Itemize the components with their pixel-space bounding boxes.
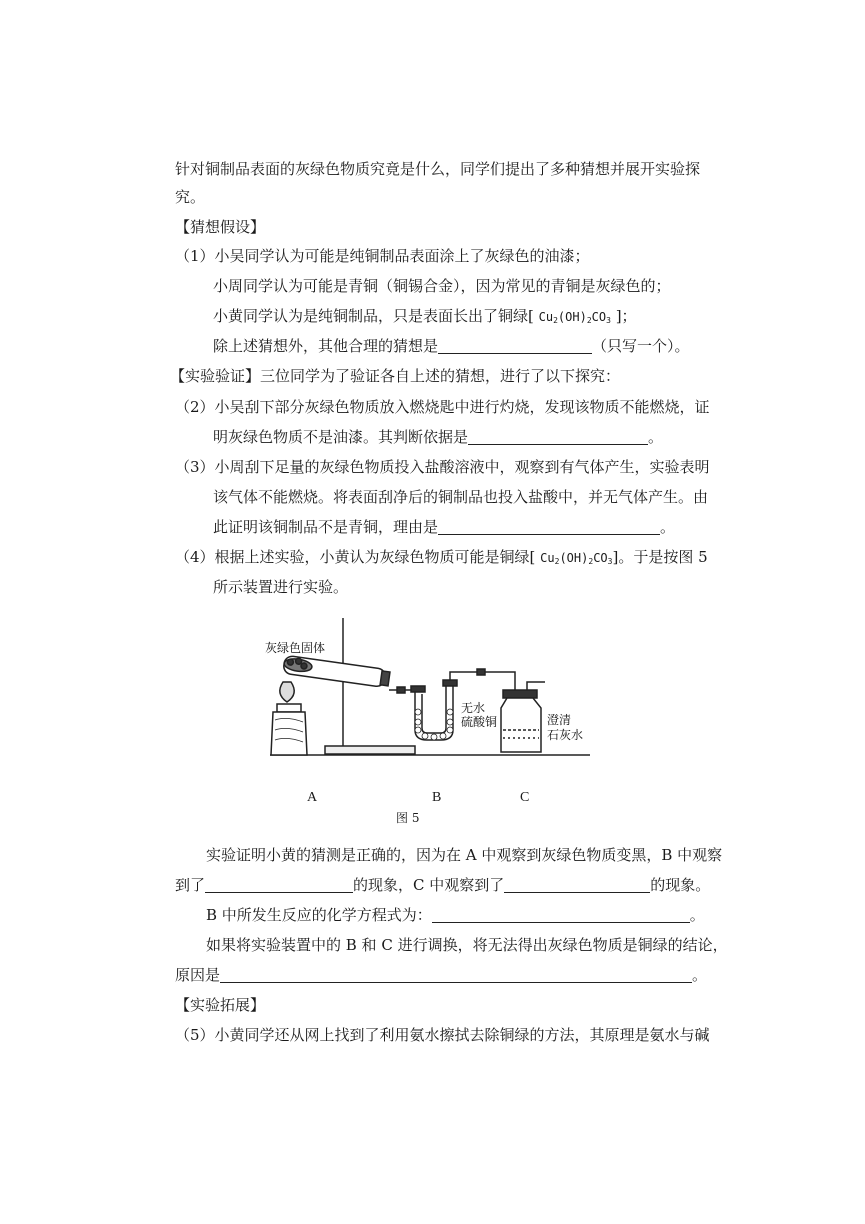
section-verify: 【实验验证】三位同学为了验证各自上述的猜想，进行了以下探究： <box>170 367 621 385</box>
q1-line-3: 小黄同学认为是纯铜制品，只是表面长出了铜绿[ $Cu_2(OH)_2CO_3$ ]； <box>213 307 637 325</box>
answer-blank-c-phenomenon[interactable] <box>504 877 650 893</box>
conclusion-line-3: B 中所发生反应的化学方程式为： 。 <box>206 906 705 924</box>
intro-line-1: 针对铜制品表面的灰绿色物质究竟是什么，同学们提出了多种猜想并展开实验探 <box>175 160 701 178</box>
q2-line-2: 明灰绿色物质不是油漆。其判断依据是 。 <box>213 428 664 446</box>
label-lime-1: 澄清 <box>547 713 572 727</box>
q3-line-2: 该气体不能燃烧。将表面刮净后的铜制品也投入盐酸中，并无气体产生。由 <box>213 488 709 506</box>
answer-blank-equation[interactable] <box>432 907 690 923</box>
intro-line-2: 究。 <box>175 188 206 206</box>
label-cuso4-2: 硫酸铜 <box>461 715 498 729</box>
section-extend: 【实验拓展】 <box>175 996 266 1014</box>
q1-line-3-text: 小黄同学认为是纯铜制品，只是表面长出了铜绿[ <box>213 307 539 325</box>
label-cuso4-1: 无水 <box>461 701 486 715</box>
conclusion-line-4: 如果将实验装置中的 B 和 C 进行调换，将无法得出灰绿色物质是铜绿的结论， <box>206 936 728 954</box>
label-solid: 灰绿色固体 <box>265 641 326 655</box>
figure-caption: 图 5 <box>396 811 420 825</box>
malachite-formula-2: $Cu_2(OH)_2CO_3$ <box>540 551 613 566</box>
figure-label-a: A <box>307 790 318 805</box>
q3-line-1: （3）小周刮下足量的灰绿色物质投入盐酸溶液中，观察到有气体产生，实验表明 <box>175 458 710 476</box>
conclusion-line-2: 到了 的现象，C 中观察到了 的现象。 <box>175 876 711 894</box>
figure-label-c: C <box>520 790 530 805</box>
q3-line-3: 此证明该铜制品不是青铜，理由是 。 <box>213 518 676 536</box>
answer-blank-q3[interactable] <box>438 519 660 535</box>
answer-blank-q2[interactable] <box>468 429 648 445</box>
section-hypothesis: 【猜想假设】 <box>175 218 266 236</box>
answer-blank-b-phenomenon[interactable] <box>205 877 353 893</box>
apparatus-figure <box>265 612 595 762</box>
answer-blank-reason[interactable] <box>220 967 692 983</box>
answer-blank-q1[interactable] <box>438 338 592 354</box>
malachite-formula: $Cu_2(OH)_2CO_3$ <box>538 310 611 325</box>
q2-line-1: （2）小吴刮下部分灰绿色物质放入燃烧匙中进行灼烧，发现该物质不能燃烧，证 <box>175 398 710 416</box>
conclusion-line-1: 实验证明小黄的猜测是正确的，因为在 A 中观察到灰绿色物质变黑，B 中观察 <box>206 846 723 864</box>
q5-line-1: （5）小黄同学还从网上找到了利用氨水擦拭去除铜绿的方法，其原理是氨水与碱 <box>175 1026 710 1044</box>
q4-line-2: 所示装置进行实验。 <box>213 578 349 596</box>
q4-line-1: （4）根据上述实验，小黄认为灰绿色物质可能是铜绿[ $Cu_2(OH)_2CO_3$]。于是按图 5 <box>175 548 708 566</box>
q1-line-1: （1）小吴同学认为可能是纯铜制品表面涂上了灰绿色的油漆； <box>175 247 590 265</box>
conclusion-line-5: 原因是 。 <box>175 966 708 984</box>
label-lime-2: 石灰水 <box>547 728 584 742</box>
q1-line-2: 小周同学认为可能是青铜（铜锡合金），因为常见的青铜是灰绿色的； <box>213 277 671 295</box>
figure-label-b: B <box>432 790 442 805</box>
q1-line-4: 除上述猜想外，其他合理的猜想是 （只写一个）。 <box>213 337 690 355</box>
